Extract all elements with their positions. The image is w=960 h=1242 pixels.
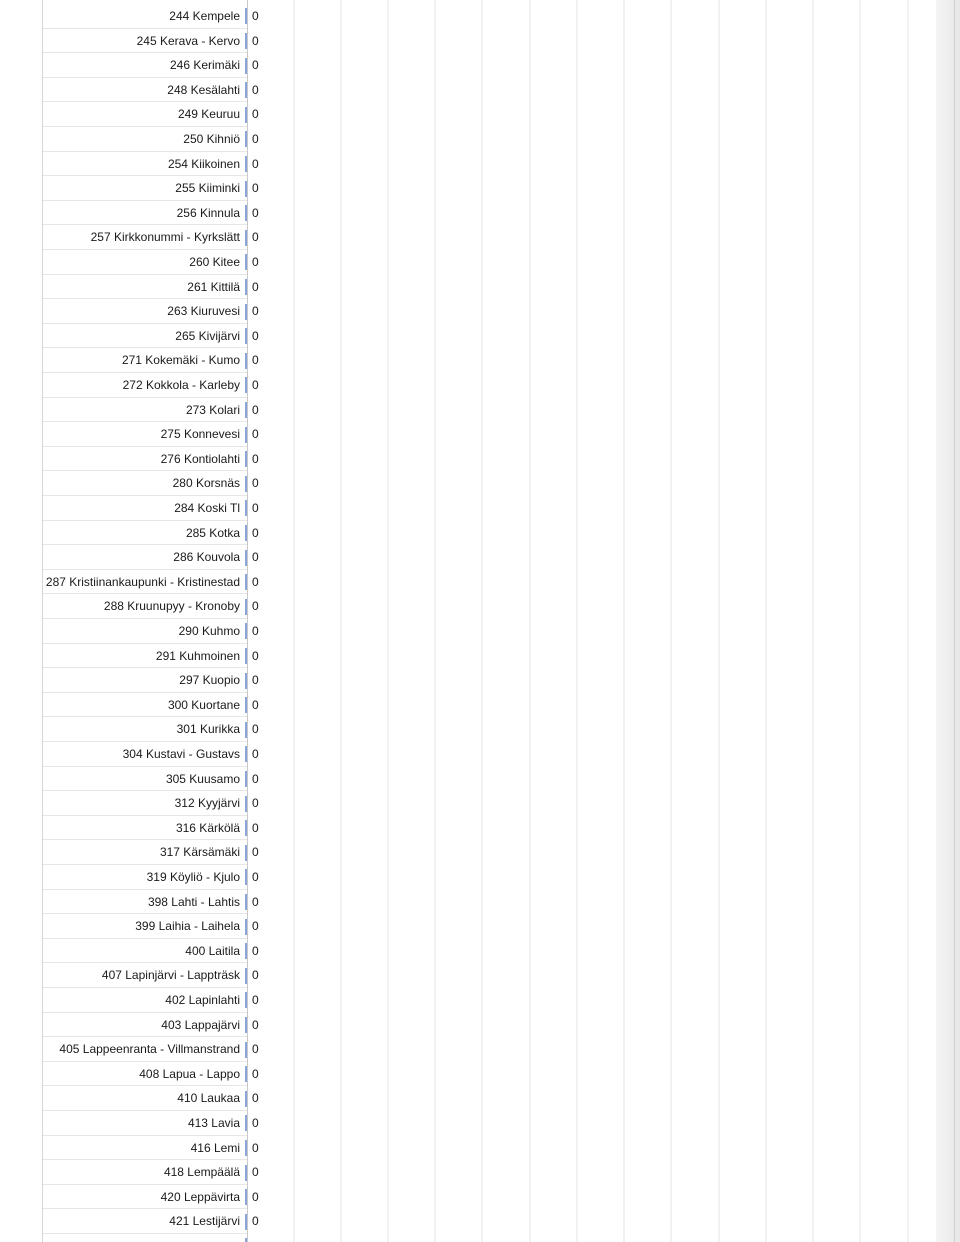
table-row bbox=[43, 988, 247, 1013]
category-label: 286 Kouvola bbox=[173, 550, 240, 565]
table-row bbox=[43, 693, 247, 718]
table-row bbox=[43, 742, 247, 767]
table-row bbox=[43, 29, 247, 54]
table-row bbox=[43, 644, 247, 669]
category-label: 273 Kolari bbox=[185, 402, 240, 417]
row-tick bbox=[245, 8, 247, 24]
category-label: 254 Kiikoinen bbox=[167, 156, 240, 171]
table-row bbox=[43, 176, 247, 201]
data-label: 0 bbox=[252, 107, 259, 122]
row-tick bbox=[245, 845, 247, 861]
row-tick bbox=[245, 82, 247, 98]
data-label: 0 bbox=[252, 328, 259, 343]
row-tick bbox=[245, 1017, 247, 1033]
table-row bbox=[43, 102, 247, 127]
category-label: 287 Kristiinankaupunki - Kristinestad bbox=[45, 574, 240, 589]
table-row bbox=[43, 348, 247, 373]
category-label: 398 Lahti - Lahtis bbox=[147, 894, 240, 909]
row-tick bbox=[245, 771, 247, 787]
row-tick bbox=[245, 1091, 247, 1107]
category-label: 300 Kuortane bbox=[167, 697, 240, 712]
data-label: 0 bbox=[252, 33, 259, 48]
category-label: 263 Kiuruvesi bbox=[167, 304, 240, 319]
row-tick bbox=[245, 402, 247, 418]
table-row bbox=[43, 53, 247, 78]
row-tick bbox=[245, 746, 247, 762]
data-label: 0 bbox=[252, 1140, 259, 1155]
category-label: 284 Koski Tl bbox=[174, 501, 240, 515]
table-row bbox=[43, 1013, 247, 1038]
data-label: 0 bbox=[252, 279, 259, 294]
row-tick bbox=[245, 1214, 247, 1230]
data-label: 0 bbox=[252, 624, 259, 638]
data-label: 0 bbox=[252, 156, 259, 171]
data-label: 0 bbox=[252, 230, 259, 245]
data-label: 0 bbox=[252, 820, 259, 835]
table-row bbox=[43, 324, 247, 349]
category-label: 248 Kesälahti bbox=[167, 82, 240, 97]
data-label: 0 bbox=[252, 1116, 259, 1130]
table-row bbox=[43, 1086, 247, 1111]
row-tick bbox=[245, 550, 247, 566]
category-label: 260 Kitee bbox=[189, 255, 240, 269]
category-label: 418 Lempäälä bbox=[163, 1165, 240, 1180]
row-tick bbox=[245, 33, 247, 49]
data-label: 0 bbox=[252, 747, 259, 761]
table-row bbox=[43, 521, 247, 546]
category-label: 250 Kihniö bbox=[183, 132, 240, 146]
category-label: 402 Lapinlahti bbox=[165, 993, 240, 1007]
table-row bbox=[43, 1185, 247, 1210]
table-row bbox=[43, 890, 247, 915]
data-label: 0 bbox=[252, 181, 259, 196]
data-label: 0 bbox=[252, 1214, 259, 1229]
scroll-track-edge bbox=[954, 0, 955, 1242]
row-tick bbox=[245, 796, 247, 812]
category-label: 244 Kempele bbox=[169, 9, 240, 23]
category-label: 297 Kuopio bbox=[179, 673, 240, 688]
row-tick bbox=[245, 574, 247, 590]
data-label: 0 bbox=[252, 58, 259, 73]
data-label: 0 bbox=[252, 9, 259, 23]
row-tick bbox=[245, 1066, 247, 1082]
data-label: 0 bbox=[252, 697, 259, 712]
row-tick bbox=[245, 353, 247, 369]
category-label: 288 Kruunupyy - Kronoby bbox=[103, 599, 240, 614]
data-label: 0 bbox=[252, 968, 259, 983]
table-row bbox=[43, 471, 247, 496]
category-label: 291 Kuhmoinen bbox=[155, 648, 240, 663]
table-row bbox=[43, 1111, 247, 1136]
row-tick bbox=[245, 648, 247, 664]
row-tick bbox=[245, 107, 247, 123]
category-label: 399 Laihia - Laihela bbox=[135, 919, 240, 934]
data-label: 0 bbox=[252, 722, 259, 737]
table-row bbox=[43, 422, 247, 447]
table-row bbox=[43, 201, 247, 226]
table-row bbox=[43, 767, 247, 792]
table-row bbox=[43, 914, 247, 939]
row-tick bbox=[245, 156, 247, 172]
row-tick bbox=[245, 820, 247, 836]
data-label: 0 bbox=[252, 1017, 259, 1032]
table-row bbox=[43, 668, 247, 693]
data-label: 0 bbox=[252, 525, 259, 540]
data-label: 0 bbox=[252, 402, 259, 417]
category-label: 407 Lapinjärvi - Lappträsk bbox=[101, 968, 240, 983]
row-tick bbox=[245, 894, 247, 910]
data-label: 0 bbox=[252, 993, 259, 1007]
data-label: 0 bbox=[252, 82, 259, 97]
row-tick bbox=[245, 722, 247, 738]
category-label: 400 Laitila bbox=[185, 943, 240, 958]
row-tick bbox=[245, 476, 247, 492]
category-label: 416 Lemi bbox=[190, 1140, 240, 1155]
table-row bbox=[43, 1160, 247, 1185]
table-row bbox=[43, 398, 247, 423]
table-row bbox=[43, 619, 247, 644]
row-tick bbox=[245, 1115, 247, 1131]
data-label: 0 bbox=[252, 476, 259, 491]
row-tick bbox=[245, 500, 247, 516]
table-row bbox=[43, 1037, 247, 1062]
data-label: 0 bbox=[252, 1042, 259, 1057]
category-label: 405 Lappeenranta - Villmanstrand bbox=[59, 1042, 240, 1057]
category-label: 249 Keuruu bbox=[177, 107, 240, 122]
table-row bbox=[43, 299, 247, 324]
category-label: 304 Kustavi - Gustavs bbox=[122, 747, 240, 761]
table-row bbox=[43, 1062, 247, 1087]
row-tick bbox=[245, 451, 247, 467]
data-label: 0 bbox=[252, 599, 259, 614]
row-tick bbox=[245, 968, 247, 984]
category-label: 410 Laukaa bbox=[177, 1091, 240, 1106]
row-tick-partial bbox=[245, 1238, 247, 1242]
category-label: 276 Kontiolahti bbox=[160, 451, 240, 466]
data-label: 0 bbox=[252, 845, 259, 860]
row-tick bbox=[245, 1042, 247, 1058]
row-tick bbox=[245, 1189, 247, 1205]
table-row bbox=[43, 939, 247, 964]
data-label: 0 bbox=[252, 673, 259, 688]
category-label: 272 Kokkola - Karleby bbox=[122, 378, 240, 392]
table-row bbox=[43, 816, 247, 841]
category-label: 319 Köyliö - Kjulo bbox=[146, 870, 240, 884]
category-label: 257 Kirkkonummi - Kyrkslätt bbox=[90, 230, 240, 245]
row-tick bbox=[245, 328, 247, 344]
category-label: 271 Kokemäki - Kumo bbox=[121, 353, 240, 368]
table-row bbox=[43, 127, 247, 152]
row-tick bbox=[245, 599, 247, 615]
data-label: 0 bbox=[252, 353, 259, 368]
category-label: 312 Kyyjärvi bbox=[174, 796, 240, 811]
category-label: 261 Kittilä bbox=[187, 279, 240, 294]
row-tick bbox=[245, 673, 247, 689]
category-label: 275 Konnevesi bbox=[160, 427, 240, 442]
row-tick bbox=[245, 230, 247, 246]
category-label: 285 Kotka bbox=[185, 525, 240, 540]
category-label: 420 Leppävirta bbox=[160, 1189, 240, 1204]
data-label: 0 bbox=[252, 796, 259, 811]
table-row bbox=[43, 545, 247, 570]
table-row bbox=[43, 1209, 247, 1234]
row-tick bbox=[245, 943, 247, 959]
data-label: 0 bbox=[252, 255, 259, 269]
data-label: 0 bbox=[252, 427, 259, 442]
row-tick bbox=[245, 427, 247, 443]
row-tick bbox=[245, 623, 247, 639]
category-label: 316 Kärkölä bbox=[175, 820, 240, 835]
table-row bbox=[43, 840, 247, 865]
row-tick bbox=[245, 181, 247, 197]
data-label: 0 bbox=[252, 501, 259, 515]
row-tick bbox=[245, 992, 247, 1008]
category-label: 245 Kerava - Kervo bbox=[136, 33, 240, 48]
table-row bbox=[43, 225, 247, 250]
row-tick bbox=[245, 1165, 247, 1181]
category-label: 305 Kuusamo bbox=[165, 771, 240, 786]
row-tick bbox=[245, 58, 247, 74]
table-row bbox=[43, 78, 247, 103]
row-tick bbox=[245, 205, 247, 221]
category-label: 301 Kurikka bbox=[176, 722, 240, 737]
table-row bbox=[43, 791, 247, 816]
data-label: 0 bbox=[252, 205, 259, 220]
category-label: 413 Lavia bbox=[187, 1116, 240, 1130]
table-row bbox=[43, 250, 247, 275]
row-tick bbox=[245, 377, 247, 393]
row-tick bbox=[245, 254, 247, 270]
category-label: 246 Kerimäki bbox=[169, 58, 240, 73]
category-label: 255 Kiiminki bbox=[175, 181, 240, 196]
table-row bbox=[43, 496, 247, 521]
data-label: 0 bbox=[252, 550, 259, 565]
category-label: 317 Kärsämäki bbox=[159, 845, 240, 860]
row-tick bbox=[245, 697, 247, 713]
data-label: 0 bbox=[252, 1165, 259, 1180]
table-row bbox=[43, 963, 247, 988]
row-tick bbox=[245, 919, 247, 935]
table-row bbox=[43, 865, 247, 890]
data-label: 0 bbox=[252, 1189, 259, 1204]
table-row bbox=[43, 373, 247, 398]
table-row bbox=[43, 570, 247, 595]
table-row bbox=[43, 275, 247, 300]
category-label: 408 Lapua - Lappo bbox=[139, 1066, 240, 1081]
category-label: 421 Lestijärvi bbox=[169, 1214, 240, 1229]
row-tick bbox=[245, 304, 247, 320]
scroll-track[interactable] bbox=[936, 0, 960, 1242]
data-label: 0 bbox=[252, 1091, 259, 1106]
data-label: 0 bbox=[252, 132, 259, 146]
data-label: 0 bbox=[252, 919, 259, 934]
data-label: 0 bbox=[252, 1066, 259, 1081]
data-label: 0 bbox=[252, 894, 259, 909]
value-axis-line bbox=[247, 0, 248, 1242]
row-tick bbox=[245, 279, 247, 295]
table-row bbox=[43, 447, 247, 472]
data-label: 0 bbox=[252, 943, 259, 958]
table-row bbox=[43, 4, 247, 29]
data-label: 0 bbox=[252, 304, 259, 319]
category-label: 403 Lappajärvi bbox=[161, 1017, 240, 1032]
data-label: 0 bbox=[252, 648, 259, 663]
data-label: 0 bbox=[252, 771, 259, 786]
data-label: 0 bbox=[252, 378, 259, 392]
category-label: 265 Kivijärvi bbox=[175, 328, 240, 343]
category-label: 290 Kuhmo bbox=[178, 624, 240, 638]
category-label: 280 Korsnäs bbox=[172, 476, 240, 491]
data-label: 0 bbox=[252, 870, 259, 884]
row-tick bbox=[245, 1140, 247, 1156]
table-row bbox=[43, 594, 247, 619]
row-tick bbox=[245, 869, 247, 885]
table-row bbox=[43, 152, 247, 177]
row-tick bbox=[245, 525, 247, 541]
data-label: 0 bbox=[252, 451, 259, 466]
table-row bbox=[43, 717, 247, 742]
data-label: 0 bbox=[252, 574, 259, 589]
row-tick bbox=[245, 131, 247, 147]
category-label: 256 Kinnula bbox=[176, 205, 240, 220]
table-row bbox=[43, 1136, 247, 1161]
